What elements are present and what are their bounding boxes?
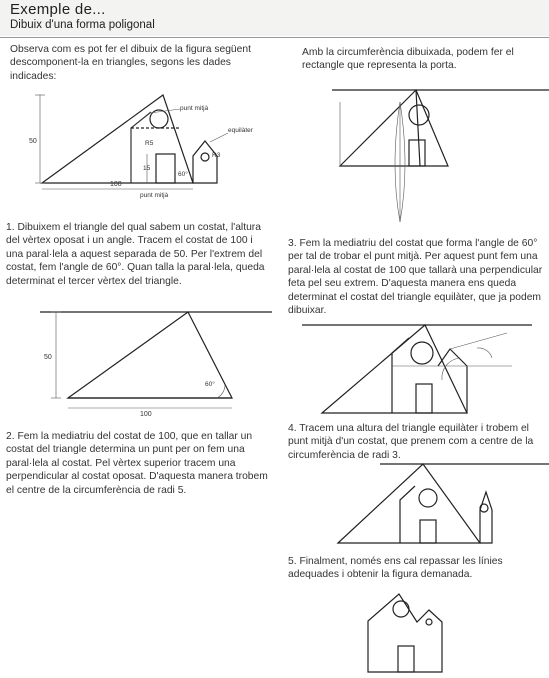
fig1-label-100: 100 [140, 411, 152, 418]
label-punt-mitja-bottom: punt mitjà [140, 192, 169, 199]
main-triangle [42, 95, 193, 183]
page-subtitle: Dibuix d'una forma poligonal [10, 19, 155, 31]
header-rule [0, 37, 549, 38]
fig1-label-60: 60° [205, 381, 215, 388]
right-intro-paragraph: Amb la circumferència dibuixada, podem fer el rectangle que representa la porta. [302, 47, 514, 72]
figure-step-4 [320, 458, 549, 550]
step-3-paragraph: 3. Fem la mediatriu del costat que forma l'angle de 60° per tal de trobar el punt mitjà. Per aquest punt fem una paral·lela al costat de 100 que tallarà una perpendicular feta pel seu extrem. D'aquesta manera ens queda determinat el costat del triangle equilàter, que ja podem dibuixar. [288, 238, 543, 317]
label-r3: R3 [212, 152, 221, 159]
label-dim-100: 100 [110, 181, 122, 188]
step-5-paragraph: 5. Finalment, només ens cal repassar les línies adequades i obtenir la figura demanada. [288, 556, 503, 581]
equilateral-shape [193, 141, 217, 183]
step-4-paragraph: 4. Tracem una altura del triangle equilàter i trobem el punt mitjà d'un costat, que prenem com a centre de la circumferència de radi 3. [288, 423, 534, 461]
fig1-label-50: 50 [44, 354, 52, 361]
label-dim-50: 50 [29, 138, 37, 145]
door-rect [156, 154, 175, 183]
figure-step-3 [292, 318, 549, 418]
label-dim-15: 15 [143, 165, 151, 172]
main-figure [0, 90, 272, 200]
label-equilater: equilàter [228, 127, 253, 134]
circle-r3 [201, 153, 209, 161]
step-2-paragraph: 2. Fem la mediatriu del costat de 100, que en tallar un costat del triangle determina un punt per on fem una paral·lela al costat. Pel vèrtex superior tracem una perpendicular al costat oposat. D'aquesta manera trobem el centre de la circumferència de radi 5. [6, 431, 268, 496]
step-1-paragraph: 1. Dibuixem el triangle del qual sabem un costat, l'altura del vèrtex oposat i un angle. Tracem el costat de 100 i una paral·lela a aquest separada de 50. Per l'extrem del costat, fem l'angle de 60°. Quan talla la paral·lela, queda determinat el tercer vèrtex del triangle. [6, 222, 265, 287]
figure-step-1 [0, 304, 272, 424]
label-r5: R5 [145, 140, 154, 147]
page-title: Exemple de... [10, 1, 106, 18]
intro-paragraph: Observa com es pot fer el dibuix de la figura següent descomponent-la en triangles, segons les dades indicades: [10, 44, 251, 82]
label-angle-60: 60° [178, 171, 188, 178]
figure-step-5 [360, 584, 480, 674]
figure-circle-door [320, 82, 549, 232]
label-punt-mitja-top: punt mitjà [180, 105, 209, 112]
